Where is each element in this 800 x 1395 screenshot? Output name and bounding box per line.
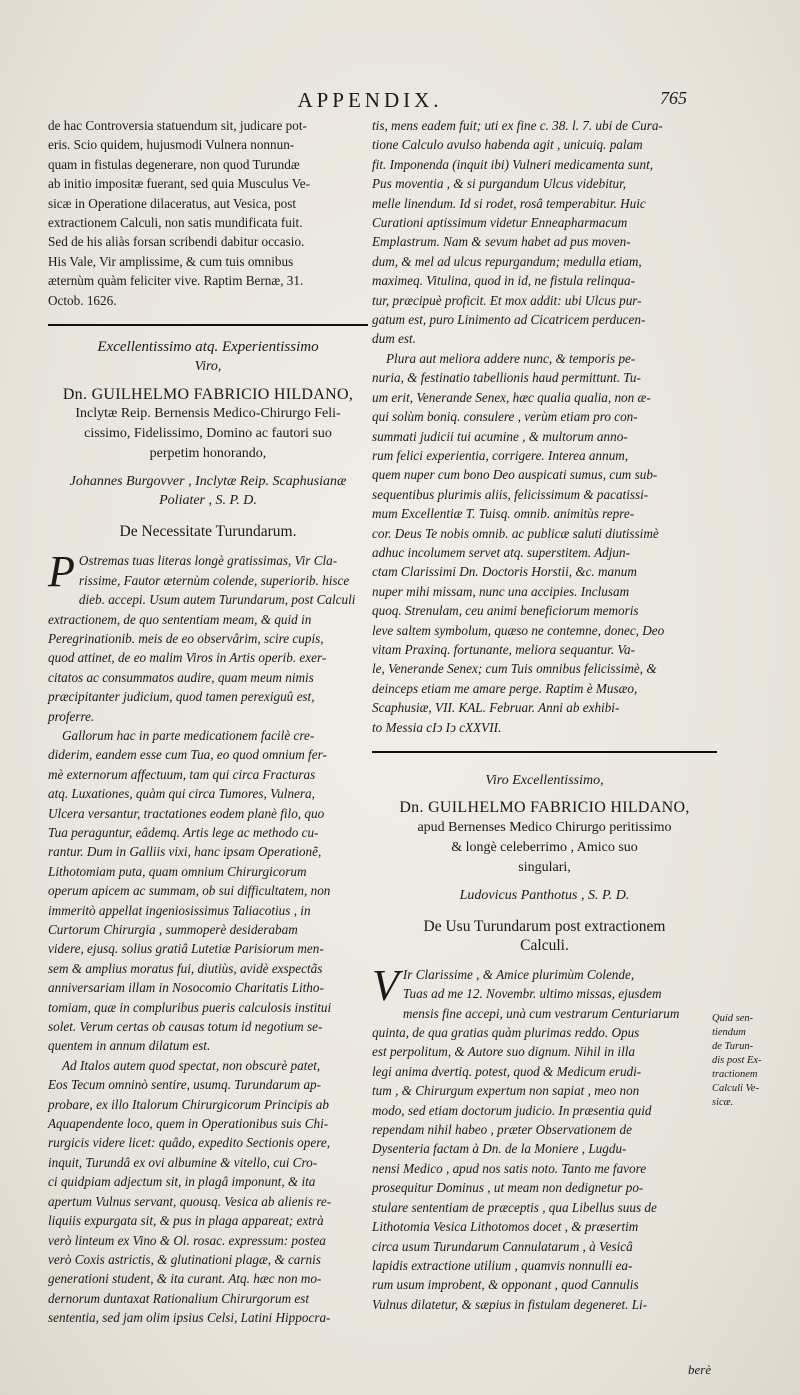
text-line: tomiam, quæ in compluribus pueris calculosis institui	[48, 999, 332, 1015]
text-line: operum apicem ac summam, ob sui difficultatem, non	[48, 883, 331, 899]
running-head: APPENDIX.	[297, 88, 443, 112]
text-line: vitam Praxinq. fortunante, meliora sequantur. Va-	[372, 641, 635, 657]
text-line: probare, ex illo Italorum Chirurgicorum Principis ab	[48, 1096, 329, 1112]
text-line: diderim, eandem esse cum Tua, eo quod omnium fer-	[48, 747, 327, 763]
text-line: generationi student, & ita curant. Atq. hæc non mo-	[48, 1271, 322, 1287]
text-line: circa usum Turundarum Cannulatarum , à Vesicâ	[372, 1238, 633, 1254]
text-line: Pus moventia , & si purgandum Ulcus videbitur,	[372, 176, 627, 192]
text-line: inquit, Turundâ ex ovi albumine & vitello, cui Cro-	[48, 1154, 318, 1170]
text-line: immeritò appellat ingeniosissimus Taliacotius , in	[48, 902, 311, 918]
text-line: Tua peraguntur, eâdemq. Artis lege ac methodo cu-	[48, 824, 319, 840]
text-line: quentem in annum dilatum est.	[48, 1038, 211, 1054]
text-line: de Turun-	[712, 1041, 754, 1052]
text-line: singulari,	[518, 859, 571, 875]
text-line: rum felici experientia, corrigere. Interea annum,	[372, 447, 629, 463]
text-line: cor. Deus Te nobis omnib. ac publicæ saluti diutissimè	[372, 525, 659, 541]
text-line: rantur. Dum in Galliis vixi, hanc ipsam Operationẽ,	[48, 844, 322, 860]
text-line: quam in fistulas degenerare, non quod Turundæ	[48, 156, 300, 172]
text-line: proferre.	[48, 708, 95, 724]
text-line: liquiis expurgata sit, & pus in plaga appareat; extrà	[48, 1213, 324, 1229]
text-line: Ir Clarissime , & Amice plurimùm Colende,	[402, 966, 635, 982]
text-line: dum est.	[372, 331, 416, 347]
text-line: to Messia cIↄ Iↄ cXXVII.	[372, 719, 502, 735]
text-line: sententia, sed jam olim ipsius Celsi, Latini Hippocra-	[48, 1310, 331, 1326]
right-column	[372, 116, 717, 1314]
text-line: Calculi Ve-	[712, 1083, 759, 1094]
text-line: rurgicis videre licet: quâdo, expedito Sectionis opere,	[48, 1135, 330, 1151]
text-line: solet. Verum certas ob causas totum id negotium se-	[48, 1019, 323, 1035]
text-line: ci quidpiam adjectum sit, in plagâ imponunt, & ita	[48, 1174, 316, 1190]
text-line: gatum est, puro Linimento ad Cicatricem perducen-	[372, 312, 646, 328]
text-line: tractionem	[712, 1069, 758, 1080]
recipient-name: Dn. GUILHELMO FABRICIO HILDANO,	[399, 799, 690, 817]
text-line: qui solùm boniq. consulere , verùm etiam pro con-	[372, 409, 638, 425]
recipient-name: Dn. GUILHELMO FABRICIO HILDANO,	[62, 385, 354, 403]
text-line: tis, mens eadem fuit; uti ex fine c. 38. l. 7. ubi de Cura-	[372, 118, 663, 133]
text-line: quod attinet, de eo malim Viros in Artis operib. exer-	[48, 650, 327, 666]
text-line: Calculi.	[520, 936, 569, 954]
dedication	[372, 818, 717, 878]
text-line: De Usu Turundarum post extractionem	[423, 917, 666, 935]
text-line: Emplastrum. Nam & sevum habet ad pus moven-	[372, 234, 631, 250]
text-line: tur, præcipuè proficit. Et mox addit: ubi Ulcus pur-	[372, 292, 642, 308]
sender: Ludovicus Panthotus , S. P. D.	[459, 887, 630, 903]
text-line: Scaphusiæ, VII. KAL. Februar. Anni ab exhibi-	[372, 700, 620, 716]
text-line: & longè celeberrimo , Amico suo	[451, 839, 638, 855]
text-line: Ad Italos autem quod spectat, non obscurè patet,	[62, 1057, 321, 1073]
text-line: sem & amplius moratus fui, diutiùs, avidè exspectãs	[48, 960, 323, 976]
text-line: summati judicii tui acumine , & multorum anno-	[372, 428, 628, 444]
text-line: adhuc incolumem servet atq. superstitem. Adjun-	[372, 544, 630, 560]
text-line: anniversariam illam in Nosocomio Charitatis Litho-	[48, 980, 324, 996]
letter-body	[48, 547, 368, 1327]
text-line: Inclytæ Reip. Bernensis Medico-Chirurgo Feli-	[75, 406, 341, 422]
catchword: berè	[688, 1362, 712, 1377]
text-line: apud Bernenses Medico Chirurgo peritissimo	[417, 819, 672, 835]
letter-salutation: Viro Excellentissimo,	[485, 773, 604, 788]
text-line: quem nuper cum bono Deo auspicati sumus, cum sub-	[372, 467, 658, 483]
text-line: Ostremas tuas literas longè gratissimas, Vir Cla-	[78, 553, 338, 569]
text-line: eris. Scio quidem, hujusmodi Vulnera nonnun-	[48, 137, 295, 153]
text-line: fit. Imponenda (inquit ibi) Vulneri medicamenta sunt,	[372, 156, 654, 172]
text-line: citatos ac consummatos audire, quam meum nimis	[48, 669, 314, 685]
text-line: mè externorum affectuum, tam qui circa Fracturas	[48, 766, 316, 782]
text-line: sicæ in Operatione dilaceratus, aut Vesica, post	[48, 195, 297, 211]
text-line: melle linendum. Id si rodet, rosâ temperabitur. Huic	[372, 195, 646, 211]
text-line: rependam nihil habeo , præter Observationem de	[372, 1122, 632, 1138]
text-line: His Vale, Vir amplissime, & cum tuis omnibus	[48, 253, 294, 269]
text-line: Johannes Burgovver , Inclytæ Reip. Scaphusianæ	[69, 474, 347, 490]
text-line: maximeq. Vitulina, quod in id, ne fistula relinqua-	[372, 273, 635, 289]
text-line: ctam Clarissimi Dn. Doctoris Horstii, &c. manum	[372, 564, 637, 580]
letter-title	[372, 917, 717, 955]
text-line: modo, sed etiam doctorum judicio. In præsentia quid	[372, 1102, 652, 1118]
text-line: Plura aut meliora addere nunc, & temporis pe-	[386, 350, 636, 366]
continued-letter	[372, 116, 717, 737]
left-column	[48, 116, 368, 1328]
text-line: cissimo, Fidelissimo, Domino ac fautori suo	[84, 426, 332, 442]
text-line: Aquapendente loco, quem in Operationibus suis Chi-	[48, 1116, 329, 1132]
text-line: ab initio impositæ fuerant, sed quia Musculus Ve-	[48, 176, 311, 192]
text-line: extractionem Calculi, non satis mundificata fuit.	[48, 215, 303, 231]
text-line: dum, & mel ad ulcus repurgandum; medulla etiam,	[372, 253, 642, 269]
text-line: rissime, Fautor æternùm colende, superiorib. hisce	[78, 572, 350, 588]
text-line: atq. Luxationes, quàm qui circa Tumores, Vulnera,	[48, 786, 315, 802]
text-line: um erit, Venerande Senex, hæc qualia qualia, non æ-	[372, 389, 651, 405]
text-line: videre, ejusq. solius gratiâ Lutetiæ Parisiorum men-	[48, 941, 324, 957]
text-line: legi anima dvertiq. potest, quod & Medicum erudi-	[372, 1063, 642, 1079]
text-line: Lithotomia Vesica Lithotomos docet , & præsertim	[372, 1219, 639, 1235]
text-line: Dysenteria factam à Dn. de la Moniere , Lugdu-	[372, 1141, 627, 1157]
letter-body	[372, 960, 717, 1314]
text-line: leve saltem symbolum, quæso ne contemne, donec, Deo	[372, 622, 665, 638]
page-number: 765	[660, 88, 687, 108]
margin-note	[712, 1012, 782, 1110]
text-line: nuria, & festinatio tabellionis haud permittunt. Tu-	[372, 370, 641, 386]
section-divider	[48, 324, 368, 326]
text-line: Eos Tecum omninò sentire, usumq. Turundarum ap-	[48, 1077, 322, 1093]
text-line: tiendum	[712, 1027, 746, 1038]
text-line: perpetim honorando,	[149, 446, 267, 462]
text-line: Peregrinationib. meis de eo observârim, scire cupis,	[48, 630, 324, 646]
text-line: dernorum duntaxat Rationalium Chirurgorum est	[48, 1290, 310, 1306]
text-line: verò linteum ex Vino & Ol. rosac. expressum: postea	[48, 1232, 326, 1248]
text-line: rum usum improbent, & opponant , quod Cannulis	[372, 1277, 639, 1293]
text-line: sicæ.	[712, 1097, 734, 1108]
text-line: Tuas ad me 12. Novembr. ultimo missas, ejusdem	[402, 986, 662, 1002]
letter-salutation: Excellentissimo atq. Experientissimo	[97, 339, 319, 356]
text-line: nuper mihi missam, nunc una accipies. Inclusam	[372, 583, 630, 599]
text-line: Poliater , S. P. D.	[159, 493, 257, 509]
text-line: quinta, de qua gratias quàm plurimas reddo. Opus	[372, 1025, 640, 1041]
text-line: Curtorum Chirurgia , summoperè desiderabam	[48, 922, 298, 937]
text-line: Quid sen-	[712, 1013, 754, 1024]
text-line: Vulnus dilatetur, & sæpius in fistulam degeneret. Li-	[372, 1296, 648, 1312]
text-line: est perpolitum, & Autore suo dignum. Nihil in illa	[372, 1044, 636, 1060]
text-line: nensi Medico , apud nos satis noto. Tanto me favore	[372, 1160, 647, 1176]
text-line: sequentibus plurimis aliis, felicissimum & pacatissi-	[372, 486, 649, 502]
text-line: lapidis extractione utilium , quamvis nonnulli ea-	[372, 1257, 633, 1273]
text-line: verò Coxis astrictis, & glutinationi plagæ, & carnis	[48, 1251, 321, 1267]
text-line: mum Excellentiæ T. Tuisq. omnib. animitùs repre-	[372, 506, 635, 522]
text-line: quoq. Strenulam, ceu animi beneficiorum memoris	[372, 603, 639, 619]
drop-cap: P	[48, 547, 75, 597]
text-line: deinceps etiam me amare perge. Raptim è Musæo,	[372, 680, 638, 696]
text-line: apertum Vulnus servant, quousq. Vesica ab alienis re-	[48, 1193, 332, 1209]
text-line: Octob. 1626.	[48, 292, 117, 308]
dedication	[48, 404, 368, 464]
text-line: dis post Ex-	[712, 1055, 762, 1066]
text-line: Lithotomiam puta, quam omnium Chirurgicorum	[48, 863, 307, 879]
drop-cap: V	[372, 960, 399, 1010]
text-line: æternùm quàm feliciter vive. Raptim Bernæ, 31.	[48, 273, 304, 289]
section-divider	[372, 751, 717, 753]
text-line: stulare sententiam de præceptis , qua Libellus suus de	[372, 1199, 657, 1215]
text-line: Ulcera versantur, tractationes eodem planè filo, quo	[48, 805, 325, 821]
letter-viro: Viro,	[194, 359, 222, 375]
sender	[48, 472, 368, 510]
text-line: prosequitur Dominus , ut meam non dedignetur po-	[372, 1180, 644, 1196]
text-line: tione Calculo avulso habenda agit , unicuiq. palam	[372, 137, 643, 153]
text-line: le, Venerande Senex; cum Tuis omnibus felicissimè, &	[372, 661, 657, 677]
opening-paragraph	[48, 116, 368, 310]
text-line: de hac Controversia statuendum sit, judicare pot-	[48, 118, 307, 133]
text-line: Gallorum hac in parte medicationem facilè cre-	[62, 727, 315, 743]
text-line: præcipitanter judicium, quod tamen perexiguû est,	[48, 689, 315, 705]
text-line: mensis fine accepi, unà cum vestrarum Centuriarum	[402, 1005, 680, 1021]
text-line: Sed de his aliàs forsan scribendi dabitur occasio.	[48, 234, 305, 250]
letter-title: De Necessitate Turundarum.	[119, 523, 297, 541]
text-line: tum , & Chirurgum expertum non sapiat , meo non	[372, 1083, 640, 1099]
text-line: Curationi aptissimum videtur Enneapharmacum	[372, 215, 628, 231]
text-line: dieb. accepi. Usum autem Turundarum, post Calculi	[78, 592, 356, 608]
text-line: extractionem, de quo sententiam meam, & quid in	[48, 611, 312, 627]
